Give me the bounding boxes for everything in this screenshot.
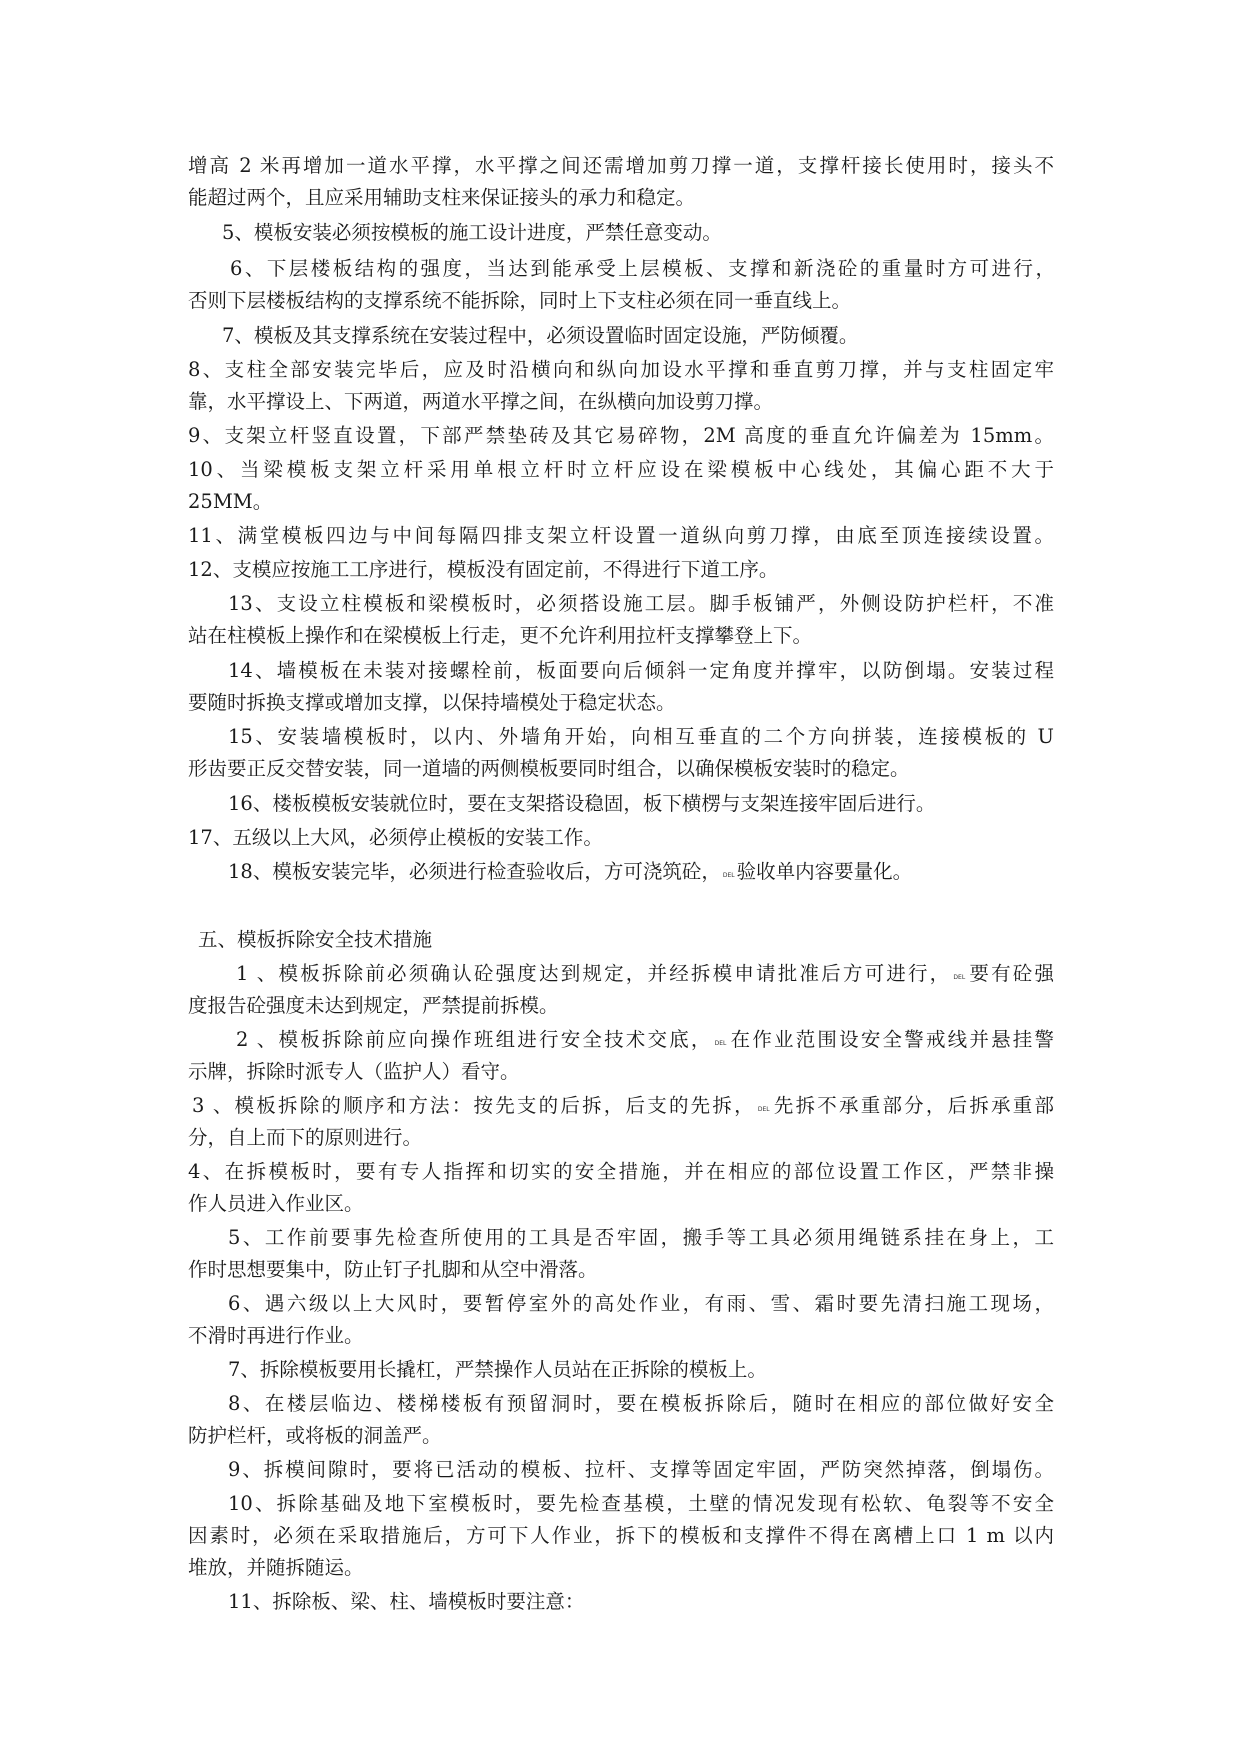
text-line: 10、当梁模板支架立杆采用单根立杆时立杆应设在梁模板中心线处，其偏心距不大于 <box>188 458 1054 481</box>
text-line: 11、满堂模板四边与中间每隔四排支架立杆设置一道纵向剪刀撑，由底至顶连接续设置。 <box>188 524 1054 547</box>
text-line: 因素时，必须在采取措施后，方可下人作业，拆下的模板和支撑件不得在离槽上口 1 m 以内 <box>188 1524 1054 1547</box>
text-line: 要随时拆换支撑或增加支撑，以保持墙模处于稳定状态。 <box>188 691 676 714</box>
text-line: 11、拆除板、梁、柱、墙模板时要注意： <box>228 1590 585 1613</box>
text-line: 10、拆除基础及地下室模板时，要先检查基模，土壁的情况发现有松软、龟裂等不安全 <box>228 1492 1054 1515</box>
text-line: 3 、模板拆除的顺序和方法：按先支的后拆，后支的先拆， DEL 先拆不承重部分，后拆承重部 <box>192 1094 1054 1117</box>
text-line: 14、墙模板在未装对接螺栓前，板面要向后倾斜一定角度并撑牢，以防倒塌。安装过程 <box>228 659 1054 682</box>
text-line: 13、支设立柱模板和梁模板时，必须搭设施工层。脚手板铺严，外侧设防护栏杆，不准 <box>228 592 1054 615</box>
text-line: 否则下层楼板结构的支撑系统不能拆除，同时上下支柱必须在同一垂直线上。 <box>188 289 852 312</box>
text-line: 15、安装墙模板时，以内、外墙角开始，向相互垂直的二个方向拼装，连接模板的 U <box>228 725 1054 748</box>
text-line: 8、支柱全部安装完毕后，应及时沿横向和纵向加设水平撑和垂直剪刀撑，并与支柱固定牢 <box>188 358 1054 381</box>
text-line: 12、支模应按施工工序进行，模板没有固定前，不得进行下道工序。 <box>188 558 779 581</box>
del-marker: DEL <box>722 872 735 879</box>
text-line: 靠，水平撑设上、下两道，两道水平撑之间，在纵横向加设剪刀撑。 <box>188 390 774 413</box>
text-line: 2 、模板拆除前应向操作班组进行安全技术交底， DEL 在作业范围设安全警戒线并悬挂警 <box>236 1028 1054 1051</box>
text-line: 9、拆模间隙时，要将已活动的模板、拉杆、支撑等固定牢固，严防突然掉落，倒塌伤。 <box>228 1458 1054 1481</box>
text-line: 站在柱模板上操作和在梁模板上行走，更不允许利用拉杆支撑攀登上下。 <box>188 624 813 647</box>
section-heading: 五、模板拆除安全技术措施 <box>198 928 433 951</box>
del-marker: DEL <box>953 974 966 981</box>
text-line: 16、楼板模板安装就位时，要在支架搭设稳固，板下横楞与支架连接牢固后进行。 <box>228 792 936 815</box>
text-line: 5、模板安装必须按模板的施工设计进度，严禁任意变动。 <box>222 221 722 244</box>
text-line: 1 、模板拆除前必须确认砼强度达到规定，并经拆模申请批准后方可进行， DEL 要有砼强 <box>236 962 1054 985</box>
text-line: 增高 2 米再增加一道水平撑，水平撑之间还需增加剪刀撑一道，支撑杆接长使用时，接头不 <box>188 154 1054 177</box>
text-line: 分，自上而下的原则进行。 <box>188 1126 423 1149</box>
text-line: 不滑时再进行作业。 <box>188 1324 364 1347</box>
del-marker: DEL <box>714 1040 727 1047</box>
text-line: 6、遇六级以上大风时，要暂停室外的高处作业，有雨、雪、霜时要先清扫施工现场， <box>228 1292 1054 1315</box>
text-line: 18、模板安装完毕，必须进行检查验收后，方可浇筑砼， DEL 验收单内容要量化。 <box>228 860 913 883</box>
text-line: 防护栏杆，或将板的洞盖严。 <box>188 1424 442 1447</box>
text-line: 4、在拆模板时，要有专人指挥和切实的安全措施，并在相应的部位设置工作区，严禁非操 <box>188 1160 1054 1183</box>
text-line: 堆放，并随拆随运。 <box>188 1556 364 1579</box>
text-line: 8、在楼层临边、楼梯楼板有预留洞时，要在模板拆除后，随时在相应的部位做好安全 <box>228 1392 1054 1415</box>
text-line: 示牌，拆除时派专人（监护人）看守。 <box>188 1060 520 1083</box>
del-marker: DEL <box>757 1106 770 1113</box>
text-line: 7、拆除模板要用长撬杠，严禁操作人员站在正拆除的模板上。 <box>228 1358 767 1381</box>
text-line: 能超过两个，且应采用辅助支柱来保证接头的承力和稳定。 <box>188 186 696 209</box>
text-line: 7、模板及其支撑系统在安装过程中，必须设置临时固定设施，严防倾覆。 <box>222 324 859 347</box>
text-line: 17、五级以上大风，必须停止模板的安装工作。 <box>188 826 603 849</box>
text-line: 作时思想要集中，防止钉子扎脚和从空中滑落。 <box>188 1258 598 1281</box>
text-line: 6、下层楼板结构的强度，当达到能承受上层模板、支撑和新浇砼的重量时方可进行， <box>230 257 1055 280</box>
text-line: 形齿要正反交替安装，同一道墙的两侧模板要同时组合，以确保模板安装时的稳定。 <box>188 757 910 780</box>
text-line: 作人员进入作业区。 <box>188 1192 364 1215</box>
text-line: 度报告砼强度未达到规定，严禁提前拆模。 <box>188 994 559 1017</box>
text-line: 25MM。 <box>188 490 273 513</box>
text-line: 5、工作前要事先检查所使用的工具是否牢固，搬手等工具必须用绳链系挂在身上，工 <box>228 1226 1054 1249</box>
text-line: 9、支架立杆竖直设置，下部严禁垫砖及其它易碎物，2M 高度的垂直允许偏差为 15mm。 <box>188 424 1054 447</box>
